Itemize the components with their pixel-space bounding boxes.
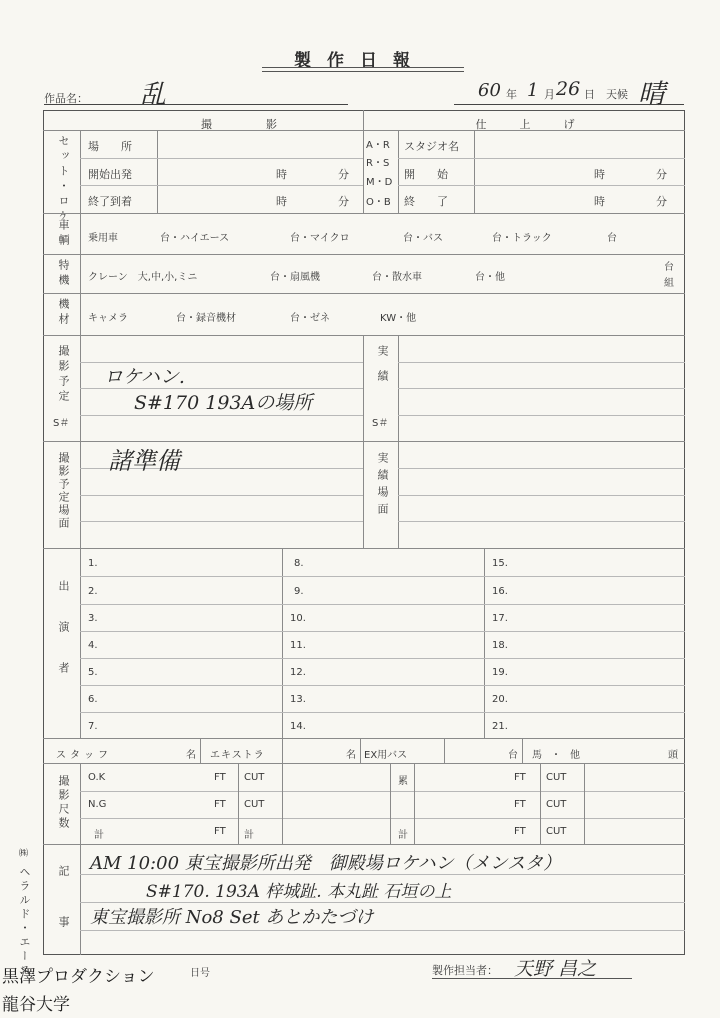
- form-frame: [43, 110, 685, 955]
- notes-line3: 東宝撮影所 No8 Set あとかたづけ: [90, 907, 374, 928]
- code-ar: A・R: [366, 140, 390, 151]
- footage-ng-cut: CUT: [244, 799, 265, 810]
- setloc-row-start: 開始出発: [88, 168, 132, 181]
- rule-staff-bottom: [43, 763, 685, 764]
- ex-bus-label: EX用バス: [364, 750, 408, 761]
- actual-place-rule-2: [398, 495, 685, 496]
- cast-number: 21.: [492, 721, 508, 732]
- rule-setloc-bottom: [43, 213, 685, 214]
- cast-number: 17.: [492, 613, 508, 624]
- horse-label: 馬・他: [532, 750, 589, 761]
- cast-label: 出演者: [57, 580, 70, 703]
- setloc-end-hour: 時: [276, 195, 287, 208]
- actual-scene-label: S＃: [372, 418, 389, 429]
- code-rs: R・S: [366, 158, 390, 169]
- footage-cut-divider: [238, 763, 239, 844]
- plan-label: 撮影予定: [57, 345, 70, 405]
- staff-divider-3: [360, 738, 361, 763]
- actual-rule-1: [398, 362, 685, 363]
- special-other: 台・他: [475, 272, 505, 283]
- cast-number: 20.: [492, 694, 508, 705]
- actual-place-rule-1: [398, 468, 685, 469]
- cast-number: 13.: [290, 694, 306, 705]
- actual-place-rule-3: [398, 521, 685, 522]
- setloc-rule-2: [80, 185, 363, 186]
- plan-note-line1: ロケハン.: [104, 366, 185, 388]
- actual-rule-3: [398, 415, 685, 416]
- rule-footage-bottom: [43, 844, 685, 845]
- herald-ace-label: ヘラルド・エース: [18, 866, 31, 978]
- finish-rule-1: [398, 158, 685, 159]
- actual-label: 実績: [376, 345, 389, 395]
- setloc-end-min: 分: [338, 195, 349, 208]
- place-rule-2: [80, 495, 363, 496]
- staff-divider-5: [522, 738, 523, 763]
- studio-name-label: スタジオ名: [404, 140, 459, 153]
- title-underline: [262, 67, 464, 68]
- special-unit-2: 組: [664, 278, 674, 289]
- finish-start-min: 分: [656, 168, 667, 181]
- cast-rule-6: [80, 712, 685, 713]
- cumulative-cut-divider: [540, 763, 541, 844]
- cast-number: 10.: [290, 613, 306, 624]
- footage-cut-total: 計: [244, 830, 254, 841]
- producer-underline: [432, 978, 632, 979]
- notes-side-divider: [80, 844, 81, 955]
- horse-unit: 頭: [668, 750, 678, 761]
- place-rule-3: [80, 521, 363, 522]
- cumulative-ok-cut: CUT: [546, 772, 567, 783]
- code-md: M・D: [366, 177, 393, 188]
- footage-total: 計: [94, 830, 104, 841]
- work-title-label: 作品名：: [44, 92, 88, 105]
- special-label: 特機: [57, 259, 70, 289]
- footage-side-divider: [80, 763, 81, 844]
- date-day: 26: [556, 78, 581, 100]
- work-title-underline: [44, 104, 348, 105]
- footage-rule-1: [80, 791, 685, 792]
- cast-number: 12.: [290, 667, 306, 678]
- ex-bus-unit: 台: [508, 750, 518, 761]
- notes-rule-3: [80, 930, 685, 931]
- cast-rule-5: [80, 685, 685, 686]
- cast-number: 4.: [88, 640, 98, 651]
- watermark-line2: 龍谷大学: [2, 995, 70, 1015]
- title-underline-2: [262, 71, 464, 72]
- rule-vehicles-bottom: [43, 254, 685, 255]
- notes-line2: S#170. 193A 梓城趾. 本丸趾 石垣の上: [146, 882, 452, 902]
- footage-ng: N.G: [88, 799, 107, 810]
- date-underline: [454, 104, 684, 105]
- plan-place-label: 撮影予定場面: [57, 452, 70, 530]
- producer-name: 天野 昌之: [514, 958, 597, 980]
- vehicles-label: 車輌: [57, 219, 70, 249]
- equipment-label: 機材: [57, 298, 70, 328]
- cumulative-label: 累: [398, 776, 408, 787]
- staff-divider-2: [282, 738, 283, 763]
- shoot-finish-divider: [363, 110, 364, 213]
- weather-value: 晴: [638, 79, 665, 110]
- cumulative-ng-cut: CUT: [546, 799, 567, 810]
- footage-total-ft: FT: [214, 826, 226, 837]
- special-sprinkler: 台・散水車: [372, 272, 422, 283]
- staff-divider-1: [200, 738, 201, 763]
- setloc-side-divider: [80, 130, 81, 213]
- staff-unit: 名: [186, 750, 196, 761]
- setloc-rule-1: [80, 158, 363, 159]
- vehicle-sedan: 乗用車: [88, 233, 118, 244]
- cast-number: 18.: [492, 640, 508, 651]
- setloc-row-end: 終了到着: [88, 195, 132, 208]
- staff-label: スタッフ: [56, 750, 112, 761]
- date-year-unit: 年: [506, 88, 517, 101]
- cumulative-left-divider: [390, 763, 391, 844]
- footage-ok-cut: CUT: [244, 772, 265, 783]
- cumulative-ok-ft: FT: [514, 772, 526, 783]
- date-month-unit: 月: [544, 88, 555, 101]
- finish-end-min: 分: [656, 195, 667, 208]
- finish-end-label: 終 了: [404, 195, 448, 208]
- notes-line1: AM 10:00 東宝撮影所出発 御殿場ロケハン（メンスタ）: [90, 853, 562, 874]
- setloc-label-divider: [157, 130, 158, 213]
- equipment-generator: 台・ゼネ: [290, 313, 330, 324]
- date-year: 60: [478, 80, 501, 101]
- finish-start-hour: 時: [594, 168, 605, 181]
- rule-heads: [43, 130, 685, 131]
- footage-rule-2: [80, 818, 685, 819]
- cumulative-total-cut: CUT: [546, 826, 567, 837]
- extras-unit: 名: [346, 750, 356, 761]
- cumulative-side-divider: [414, 763, 415, 844]
- vehicle-micro: 台・マイクロ: [290, 233, 350, 244]
- cast-number: 7.: [88, 721, 98, 732]
- equipment-other: KW・他: [380, 313, 417, 324]
- special-unit-1: 台: [664, 262, 674, 273]
- equipment-camera: キャメラ: [88, 313, 128, 324]
- plan-rule-3: [80, 415, 363, 416]
- cumulative-total-label: 計: [398, 830, 408, 841]
- cast-rule-1: [80, 576, 685, 577]
- rule-cast-bottom: [43, 738, 685, 739]
- cast-number: 1.: [88, 558, 98, 569]
- cumulative-total-ft: FT: [514, 826, 526, 837]
- finish-label-divider: [474, 130, 475, 213]
- cast-number: 9.: [294, 586, 304, 597]
- vehicle-bus: 台・バス: [403, 233, 443, 244]
- plan-note-line2: S#170 193Aの場所: [134, 392, 313, 414]
- staff-divider-4: [444, 738, 445, 763]
- cast-number: 11.: [290, 640, 306, 651]
- footage-ng-ft: FT: [214, 799, 226, 810]
- watermark-line1: 黒澤プロダクション: [2, 967, 155, 987]
- plan-scene-label: S＃: [53, 418, 70, 429]
- setloc-side-label: セット・ロケ: [57, 135, 70, 225]
- notes-label: 記事: [57, 865, 70, 967]
- equipment-sound: 台・録音機材: [176, 313, 236, 324]
- producer-label: 製作担当者：: [432, 964, 498, 977]
- actual-rule-2: [398, 388, 685, 389]
- footage-mid-divider: [282, 763, 283, 844]
- plan-place-note: 諸準備: [108, 447, 180, 475]
- rule-place-bottom: [43, 548, 685, 549]
- misc-side-divider: [80, 213, 81, 339]
- cast-rule-4: [80, 658, 685, 659]
- vehicle-other: 台: [607, 233, 617, 244]
- cast-number: 16.: [492, 586, 508, 597]
- date-stub: 日号: [190, 968, 210, 979]
- setloc-row-place: 場 所: [88, 140, 132, 153]
- rule-equipment-bottom: [43, 335, 685, 336]
- finish-start-label: 開 始: [404, 168, 448, 181]
- company-maru: ㈱: [19, 849, 29, 859]
- cast-number: 19.: [492, 667, 508, 678]
- footage-label: 撮影尺数: [57, 775, 70, 831]
- special-fan: 台・扇風機: [270, 272, 320, 283]
- weather-label: 天候: [606, 88, 628, 101]
- finish-rule-2: [398, 185, 685, 186]
- cast-number: 8.: [294, 558, 304, 569]
- cast-rule-2: [80, 604, 685, 605]
- cumulative-ng-ft: FT: [514, 799, 526, 810]
- setloc-start-hour: 時: [276, 168, 287, 181]
- work-title-value: 乱: [140, 80, 167, 110]
- footage-ok: O.K: [88, 772, 106, 783]
- setloc-start-min: 分: [338, 168, 349, 181]
- code-ob: O・B: [366, 197, 391, 208]
- cast-number: 5.: [88, 667, 98, 678]
- cast-number: 15.: [492, 558, 508, 569]
- page-title: 製作日報: [294, 51, 426, 71]
- date-day-unit: 日: [584, 88, 595, 101]
- special-crane: クレーン 大,中,小,ミニ: [88, 272, 198, 283]
- finish-end-hour: 時: [594, 195, 605, 208]
- cast-number: 6.: [88, 694, 98, 705]
- extras-label: エキストラ: [210, 750, 265, 761]
- footage-ok-ft: FT: [214, 772, 226, 783]
- actual-place-label: 実績場面: [376, 452, 389, 520]
- shooting-heading: 撮 影: [201, 118, 279, 131]
- code-divider: [398, 130, 399, 213]
- cast-number: 2.: [88, 586, 98, 597]
- vehicle-truck: 台・トラック: [492, 233, 552, 244]
- rule-special-bottom: [43, 293, 685, 294]
- cast-number: 3.: [88, 613, 98, 624]
- finishing-heading: 仕 上 げ: [475, 118, 575, 131]
- cast-rule-3: [80, 631, 685, 632]
- vehicle-hiace: 台・ハイエース: [160, 233, 230, 244]
- cumulative-right-divider: [584, 763, 585, 844]
- date-month: 1: [527, 80, 539, 101]
- cast-number: 14.: [290, 721, 306, 732]
